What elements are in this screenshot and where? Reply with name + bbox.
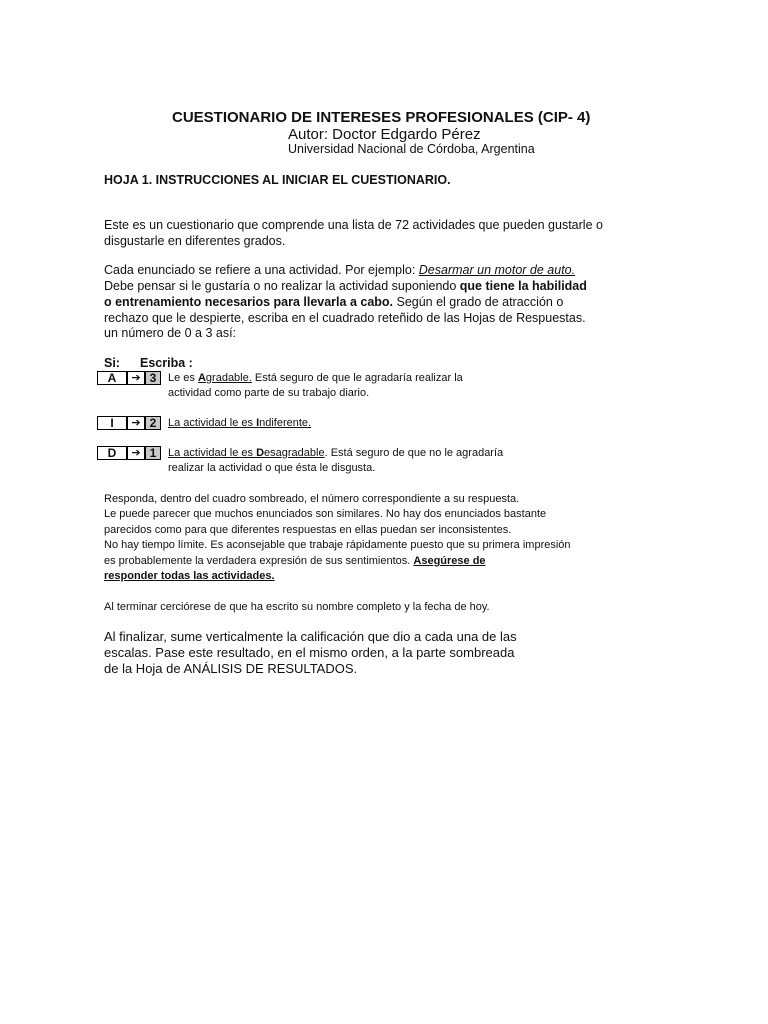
- instructions-line-3: [104, 294, 563, 310]
- legend-number-box: 3: [145, 371, 161, 385]
- legend-si-label: Si:: [104, 356, 120, 370]
- desc-initial: D: [256, 447, 265, 459]
- intro-line-2: disgustarle en diferentes grados.: [104, 234, 286, 248]
- note-emphasis: Asegúrese de: [413, 555, 486, 567]
- note-line-3: parecidos como para que diferentes respuestas en ellas puedan ser inconsistentes.: [104, 524, 512, 536]
- instructions-line-5: un número de 0 a 3 así:: [104, 326, 237, 340]
- example-activity: Desarmar un motor de auto.: [418, 263, 576, 277]
- legend-description-indiferente: [168, 416, 311, 431]
- desc-keyword: gradable.: [205, 372, 252, 384]
- note-line-4: No hay tiempo límite. Es aconsejable que trabaje rápidamente puesto que su primera impresión: [104, 539, 571, 551]
- legend-description-desagradable-cont: realizar la actividad o que ésta le disgusta.: [168, 462, 376, 474]
- instructions-line-4: rechazo que le despierte, escriba en el cuadrado reteñido de las Hojas de Respuestas.: [104, 311, 586, 325]
- note-line-5: [104, 554, 486, 570]
- note-line-2: Le puede parecer que muchos enunciados son similares. No hay dos enunciados bastante: [104, 508, 547, 520]
- final-line-1: Al finalizar, sume verticalmente la calificación que dio a cada una de las: [104, 629, 517, 644]
- arrow-right-icon: ➔: [127, 416, 145, 430]
- desc-text: . Está seguro de que no le agradaría: [324, 447, 504, 459]
- legend-description-agradable-cont: actividad como parte de su trabajo diario.: [168, 387, 370, 399]
- legend-number-box: 2: [145, 416, 161, 430]
- finish-note: Al terminar cerciórese de que ha escrito su nombre completo y la fecha de hoy.: [104, 601, 490, 613]
- arrow-right-icon: ➔: [127, 446, 145, 460]
- note-line-6: responder todas las actividades.: [104, 570, 275, 582]
- emphasis-text: o entrenamiento necesarios para llevarla a cabo.: [104, 295, 394, 309]
- desc-initial: I: [256, 417, 260, 429]
- desc-keyword: esagradable: [264, 447, 325, 459]
- desc-text: La actividad le es: [168, 447, 257, 459]
- intro-line-1: Este es un cuestionario que comprende una lista de 72 actividades que pueden gustarle o: [104, 218, 603, 232]
- emphasis-text: que tiene la habilidad: [459, 279, 587, 293]
- desc-initial: A: [197, 372, 206, 384]
- desc-keyword: ndiferente.: [259, 417, 312, 429]
- note-line-1: Responda, dentro del cuadro sombreado, el número correspondiente a su respuesta.: [104, 493, 520, 505]
- final-line-3: de la Hoja de ANÁLISIS DE RESULTADOS.: [104, 661, 358, 676]
- legend-letter-box: I: [97, 416, 127, 430]
- arrow-right-icon: ➔: [127, 371, 145, 385]
- sheet-heading: HOJA 1. INSTRUCCIONES AL INICIAR EL CUESTIONARIO.: [104, 173, 451, 187]
- legend-number-box: 1: [145, 446, 161, 460]
- legend-escriba-label: Escriba :: [140, 356, 193, 370]
- desc-text: La actividad le es: [168, 417, 257, 429]
- legend-letter-box: D: [97, 446, 127, 460]
- instructions-line-1: [104, 262, 575, 278]
- instructions-text: Cada enunciado se refiere a una actividad. Por ejemplo:: [104, 263, 419, 277]
- note-text: es probablemente la verdadera expresión de sus sentimientos.: [104, 555, 414, 567]
- instructions-text: Según el grado de atracción o: [393, 295, 564, 309]
- author-line: Autor: Doctor Edgardo Pérez: [288, 126, 481, 143]
- university-line: Universidad Nacional de Córdoba, Argentina: [288, 142, 535, 156]
- instructions-text: Debe pensar si le gustaría o no realizar la actividad suponiendo: [104, 279, 460, 293]
- desc-text: Le es: [168, 372, 198, 384]
- desc-text: Está seguro de que le agradaría realizar la: [251, 372, 463, 384]
- legend-description-agradable: [168, 371, 463, 386]
- final-line-2: escalas. Pase este resultado, en el mismo orden, a la parte sombreada: [104, 645, 515, 660]
- legend-letter-box: A: [97, 371, 127, 385]
- legend-description-desagradable: [168, 446, 503, 461]
- document-title: CUESTIONARIO DE INTERESES PROFESIONALES (CIP- 4): [172, 109, 591, 126]
- instructions-line-2: [104, 278, 587, 294]
